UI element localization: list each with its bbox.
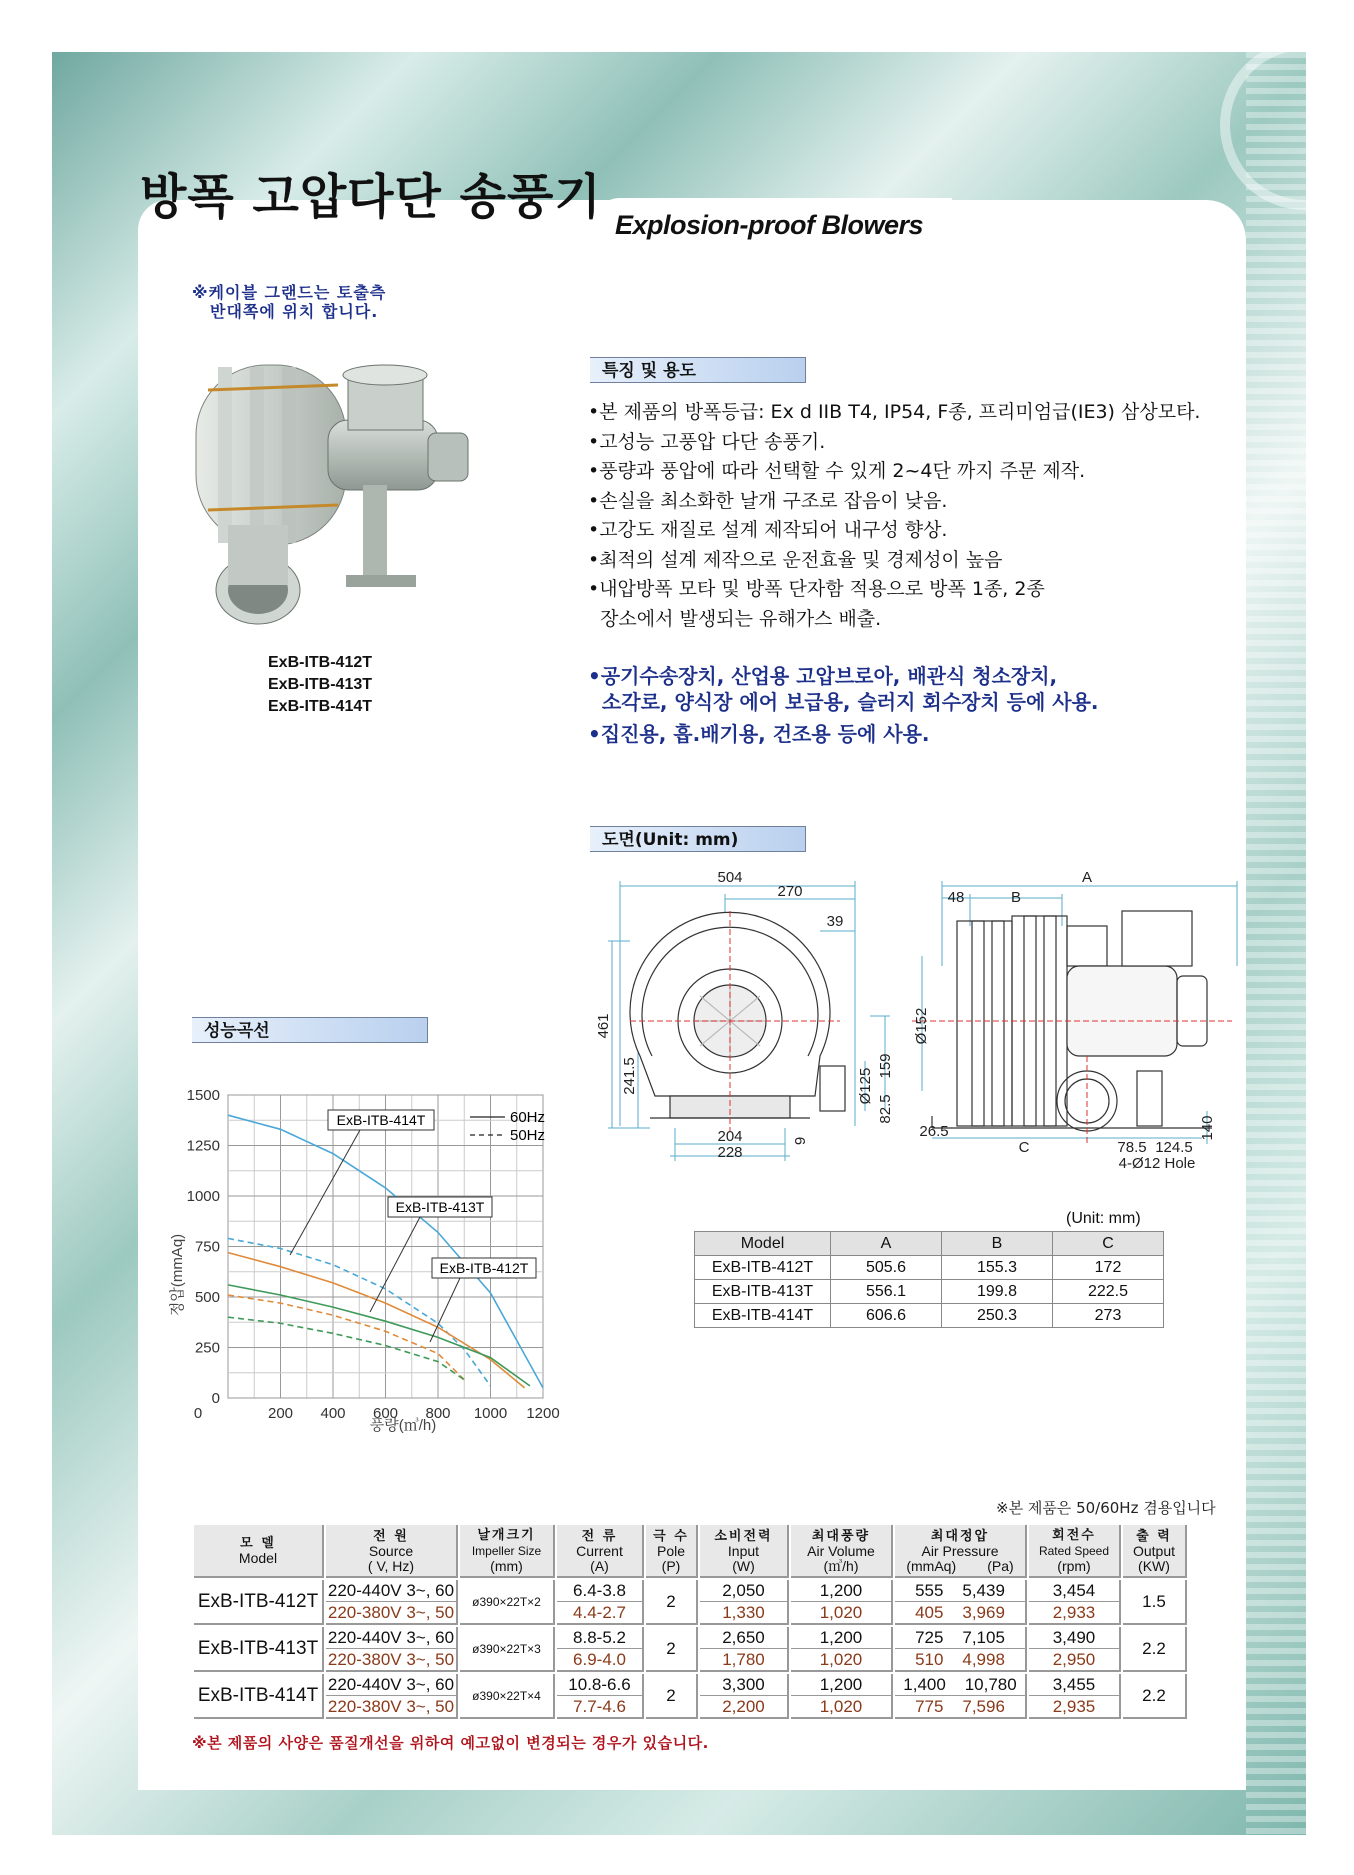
header-en: Rated Speed bbox=[1038, 1544, 1110, 1558]
y-tick-label: 250 bbox=[194, 1339, 220, 1357]
chart-xlabel: 풍량(㎥/h) bbox=[369, 1417, 437, 1434]
value-50hz: 2,933 bbox=[1052, 1603, 1096, 1622]
pressure-mmaq: 775 bbox=[915, 1697, 944, 1716]
dim-label: 159 bbox=[877, 1053, 894, 1079]
feature-item: •최적의 설계 제작으로 운전효율 및 경제성이 높음 bbox=[588, 548, 1003, 571]
chart-ylabel: 정압(mmAq) bbox=[169, 1233, 186, 1317]
dim-cell: ExB-ITB-412T bbox=[695, 1256, 831, 1280]
value-50hz: 1,020 bbox=[819, 1603, 863, 1622]
spec-cell-current bbox=[557, 1627, 644, 1672]
table-header-row bbox=[695, 1232, 1164, 1256]
x-tick-label: 200 bbox=[267, 1405, 294, 1422]
side-view-drawing bbox=[912, 866, 1242, 1186]
dim-label: A bbox=[1081, 869, 1093, 886]
dim-label: 270 bbox=[777, 883, 803, 900]
table-row bbox=[695, 1256, 1164, 1280]
spec-cell-impeller: ø390×22T×4 bbox=[460, 1674, 555, 1719]
header-unit: (rpm) bbox=[1057, 1558, 1091, 1574]
spec-col-header bbox=[646, 1525, 698, 1578]
pressure-mmaq: 510 bbox=[915, 1650, 944, 1669]
value-60hz: 2,650 bbox=[700, 1627, 787, 1649]
dim-cell: 556.1 bbox=[831, 1280, 942, 1304]
spec-cell-model: ExB-ITB-412T bbox=[194, 1580, 324, 1625]
spec-cell-volume bbox=[791, 1580, 893, 1625]
spec-cell-source bbox=[326, 1627, 458, 1672]
spec-cell-input bbox=[700, 1674, 789, 1719]
header-ko: 소비전력 bbox=[714, 1528, 773, 1544]
value-60hz: 1,200 bbox=[791, 1674, 891, 1696]
spec-cell-speed bbox=[1029, 1674, 1121, 1719]
value-50hz: 7.7-4.6 bbox=[573, 1697, 626, 1716]
product-photo bbox=[188, 345, 488, 640]
value-60hz: 1,200 bbox=[791, 1580, 891, 1602]
header-en: Input bbox=[727, 1542, 760, 1559]
disclaimer: ※본 제품의 사양은 품질개선을 위하여 예고없이 변경되는 경우가 있습니다. bbox=[192, 1734, 709, 1752]
use-item: 소각로, 양식장 에어 보급용, 슬러지 회수장치 등에 사용. bbox=[588, 690, 1099, 714]
dim-label: 124.5 bbox=[1155, 1139, 1193, 1156]
pressure-pa: 10,780 bbox=[964, 1675, 1017, 1694]
front-view-drawing bbox=[590, 866, 920, 1186]
x-tick-label: 0 bbox=[193, 1405, 203, 1422]
header-unit: (A) bbox=[590, 1557, 609, 1574]
dim-label: 82.5 bbox=[877, 1094, 894, 1124]
header-ko: 회전수 bbox=[1052, 1528, 1096, 1543]
dim-cell: ExB-ITB-414T bbox=[695, 1304, 831, 1328]
value-60hz: 3,455 bbox=[1029, 1674, 1119, 1696]
header-ko: 날개크기 bbox=[477, 1528, 536, 1543]
dim-cell: 606.6 bbox=[831, 1304, 942, 1328]
dim-label: 504 bbox=[717, 869, 743, 886]
value-60hz: 1,200 bbox=[791, 1627, 891, 1649]
spec-col-header bbox=[700, 1525, 789, 1578]
spec-cell-pole: 2 bbox=[646, 1627, 698, 1672]
dim-table-unit: (Unit: mm) bbox=[1066, 1210, 1141, 1227]
header-en: Air Pressure bbox=[921, 1542, 999, 1559]
curve-label-414: ExB-ITB-414T bbox=[336, 1112, 426, 1128]
pressure-mmaq: 555 bbox=[915, 1581, 944, 1600]
dim-label: C bbox=[1018, 1139, 1030, 1156]
dimension-table bbox=[694, 1231, 1164, 1328]
value-60hz: 8.8-5.2 bbox=[557, 1627, 642, 1649]
header-en: Impeller Size bbox=[471, 1544, 542, 1558]
dim-col-header: A bbox=[831, 1232, 942, 1256]
drawing-header: 도면(Unit: mm) bbox=[590, 826, 806, 852]
dim-label: 140 bbox=[1199, 1115, 1216, 1141]
curve-label-412: ExB-ITB-412T bbox=[439, 1260, 529, 1276]
spec-body bbox=[194, 1580, 1187, 1719]
cable-note-line: 반대쪽에 위치 합니다. bbox=[210, 302, 379, 321]
value-60hz bbox=[895, 1580, 1025, 1602]
header-ko: 최대풍량 bbox=[811, 1528, 871, 1544]
spec-cell-output: 2.2 bbox=[1123, 1627, 1187, 1672]
feature-item: •본 제품의 방폭등급: Ex d IIB T4, IP54, F종, 프리미엄급(IE3) 삼상모타. bbox=[588, 401, 1201, 423]
spec-cell-source bbox=[326, 1674, 458, 1719]
uses-list bbox=[588, 663, 1099, 747]
value-60hz: 3,300 bbox=[700, 1674, 787, 1696]
value-60hz: 220-440V 3~, 60 bbox=[327, 1581, 455, 1600]
spec-cell-speed bbox=[1029, 1627, 1121, 1672]
y-tick-label: 500 bbox=[194, 1289, 220, 1306]
y-tick-label: 0 bbox=[211, 1390, 220, 1407]
curve-label-413: ExB-ITB-413T bbox=[395, 1199, 485, 1215]
spec-header-row bbox=[194, 1525, 1187, 1578]
value-60hz: 10.8-6.6 bbox=[557, 1674, 642, 1696]
spec-cell-pressure bbox=[895, 1674, 1027, 1719]
x-tick-label: 1000 bbox=[473, 1405, 508, 1422]
decor-stripes bbox=[1246, 52, 1306, 1835]
value-60hz bbox=[895, 1627, 1025, 1649]
header-unit: (W) bbox=[732, 1557, 755, 1574]
spec-col-header bbox=[895, 1525, 1027, 1578]
dim-col-header: Model bbox=[695, 1232, 831, 1256]
dim-cell: 505.6 bbox=[831, 1256, 942, 1280]
x-tick-label: 1200 bbox=[526, 1405, 560, 1422]
table-row bbox=[695, 1304, 1164, 1328]
value-50hz: 220-380V 3~, 50 bbox=[327, 1697, 455, 1716]
value-60hz: 220-440V 3~, 60 bbox=[327, 1675, 455, 1694]
performance-chart bbox=[160, 1080, 580, 1450]
photo-model-label: ExB-ITB-414T bbox=[268, 698, 373, 715]
value-50hz: 1,020 bbox=[819, 1650, 863, 1669]
x-tick-label: 800 bbox=[425, 1405, 451, 1422]
header-ko: 출 력 bbox=[1136, 1528, 1172, 1544]
spec-col-header bbox=[791, 1525, 893, 1578]
spec-col-header bbox=[557, 1525, 644, 1578]
dim-label: 39 bbox=[826, 913, 844, 930]
value-50hz bbox=[895, 1602, 1025, 1623]
value-50hz: 2,200 bbox=[722, 1697, 765, 1716]
spec-col-header bbox=[460, 1525, 555, 1578]
header-unit: (㎥/h) bbox=[823, 1557, 859, 1574]
value-50hz bbox=[895, 1649, 1025, 1670]
features-header: 특징 및 용도 bbox=[590, 357, 806, 383]
table-row bbox=[695, 1280, 1164, 1304]
dim-cell: ExB-ITB-413T bbox=[695, 1280, 831, 1304]
table-row bbox=[194, 1580, 1187, 1625]
value-60hz: 220-440V 3~, 60 bbox=[327, 1628, 455, 1647]
use-item: •집진용, 흡.배기용, 건조용 등에 사용. bbox=[588, 722, 930, 746]
value-50hz: 1,780 bbox=[722, 1650, 765, 1669]
dim-label: Ø125 bbox=[857, 1067, 874, 1105]
spec-table bbox=[192, 1523, 1189, 1721]
value-50hz bbox=[895, 1696, 1025, 1717]
y-tick-label: 1000 bbox=[186, 1188, 220, 1205]
chart-grid bbox=[228, 1095, 546, 1398]
dim-label: 26.5 bbox=[919, 1123, 949, 1140]
header-ko: 전 원 bbox=[373, 1528, 409, 1544]
cable-note-line: ※케이블 그랜드는 토출측 bbox=[192, 283, 387, 302]
spec-col-header bbox=[1123, 1525, 1187, 1578]
page-title: 방폭 고압다단 송풍기 bbox=[140, 169, 602, 225]
page-subtitle: Explosion-proof Blowers bbox=[615, 210, 924, 240]
pressure-pa: 7,596 bbox=[962, 1697, 1005, 1716]
spec-cell-input bbox=[700, 1580, 789, 1625]
spec-cell-current bbox=[557, 1674, 644, 1719]
dim-label: 48 bbox=[947, 889, 965, 906]
value-50hz: 4.4-2.7 bbox=[573, 1603, 626, 1622]
pressure-mmaq: 405 bbox=[915, 1603, 944, 1622]
pressure-pa: 3,969 bbox=[962, 1603, 1005, 1622]
spec-cell-current bbox=[557, 1580, 644, 1625]
dim-label: 241.5 bbox=[621, 1057, 638, 1095]
dim-cell: 155.3 bbox=[942, 1256, 1053, 1280]
header-ko: 극 수 bbox=[653, 1528, 689, 1544]
header-unit: (mmAq) (Pa) bbox=[906, 1557, 1014, 1574]
dim-cell: 199.8 bbox=[942, 1280, 1053, 1304]
photo-model-label: ExB-ITB-413T bbox=[268, 676, 373, 693]
y-tick-label: 1250 bbox=[186, 1137, 220, 1155]
dim-label: Ø152 bbox=[913, 1007, 930, 1045]
dim-label: 228 bbox=[717, 1144, 743, 1161]
spec-cell-model: ExB-ITB-414T bbox=[194, 1674, 324, 1719]
spec-cell-pole: 2 bbox=[646, 1674, 698, 1719]
value-60hz bbox=[895, 1674, 1025, 1696]
feature-item: •고성능 고풍압 다단 송풍기. bbox=[588, 430, 826, 453]
dim-cell: 250.3 bbox=[942, 1304, 1053, 1328]
x-tick-label: 400 bbox=[320, 1405, 346, 1422]
spec-col-header bbox=[1029, 1525, 1121, 1578]
spec-cell-pressure bbox=[895, 1580, 1027, 1625]
spec-cell-impeller: ø390×22T×2 bbox=[460, 1580, 555, 1625]
header-en: Model bbox=[238, 1550, 278, 1566]
header-en: Pole bbox=[656, 1542, 686, 1559]
value-50hz: 220-380V 3~, 50 bbox=[327, 1603, 455, 1622]
header-ko: 최대정압 bbox=[930, 1528, 990, 1544]
pressure-mmaq: 1,400 bbox=[903, 1675, 946, 1694]
feature-item: •손실을 최소화한 날개 구조로 잡음이 낮음. bbox=[588, 489, 948, 512]
dim-col-header: B bbox=[942, 1232, 1053, 1256]
value-60hz: 3,454 bbox=[1029, 1580, 1119, 1602]
x-tick-label: 600 bbox=[372, 1405, 399, 1422]
value-50hz: 2,950 bbox=[1052, 1650, 1096, 1669]
performance-header: 성능곡선 bbox=[192, 1017, 428, 1043]
header-en: Output bbox=[1132, 1542, 1176, 1559]
cable-note bbox=[192, 283, 386, 321]
dim-cell: 222.5 bbox=[1053, 1280, 1164, 1304]
pressure-mmaq: 725 bbox=[915, 1628, 944, 1647]
photo-model-label: ExB-ITB-412T bbox=[268, 654, 373, 671]
value-60hz: 2,050 bbox=[700, 1580, 787, 1602]
spec-cell-speed bbox=[1029, 1580, 1121, 1625]
dim-cell: 172 bbox=[1053, 1256, 1164, 1280]
spec-col-header bbox=[326, 1525, 458, 1578]
pressure-pa: 7,105 bbox=[962, 1628, 1005, 1647]
value-60hz: 3,490 bbox=[1029, 1627, 1119, 1649]
legend-label: 50Hz bbox=[510, 1127, 546, 1144]
dim-label: B bbox=[1010, 889, 1022, 906]
value-50hz: 1,020 bbox=[819, 1697, 863, 1716]
dim-label: 4-Ø12 Hole bbox=[1118, 1155, 1196, 1172]
spec-cell-impeller: ø390×22T×3 bbox=[460, 1627, 555, 1672]
header-en: Source bbox=[368, 1542, 414, 1559]
header-en: Current bbox=[576, 1542, 623, 1559]
spec-cell-pole: 2 bbox=[646, 1580, 698, 1625]
dim-label: 78.5 bbox=[1117, 1139, 1147, 1156]
use-item: •공기수송장치, 산업용 고압브로아, 배관식 청소장치, bbox=[588, 664, 1058, 688]
header-unit: (KW) bbox=[1138, 1557, 1170, 1574]
dim-label: 461 bbox=[595, 1013, 612, 1039]
table-row bbox=[194, 1627, 1187, 1672]
header-ko: 모 델 bbox=[240, 1536, 276, 1551]
header-en: Air Volume bbox=[807, 1542, 875, 1559]
feature-item: 장소에서 발생되는 유해가스 배출. bbox=[588, 607, 882, 630]
header-unit: (mm) bbox=[490, 1558, 523, 1574]
legend-label: 60Hz bbox=[510, 1109, 546, 1126]
spec-cell-output: 1.5 bbox=[1123, 1580, 1187, 1625]
feature-item: •내압방폭 모타 및 방폭 단자함 적용으로 방폭 1종, 2종 bbox=[588, 578, 1045, 600]
value-50hz: 6.9-4.0 bbox=[573, 1650, 626, 1669]
spec-cell-pressure bbox=[895, 1627, 1027, 1672]
dim-col-header: C bbox=[1053, 1232, 1164, 1256]
value-50hz: 1,330 bbox=[722, 1603, 765, 1622]
spec-cell-input bbox=[700, 1627, 789, 1672]
pressure-pa: 4,998 bbox=[962, 1650, 1005, 1669]
spec-cell-volume bbox=[791, 1627, 893, 1672]
photo-model-list bbox=[268, 652, 372, 718]
spec-cell-source bbox=[326, 1580, 458, 1625]
value-50hz: 220-380V 3~, 50 bbox=[327, 1650, 455, 1669]
spec-cell-output: 2.2 bbox=[1123, 1674, 1187, 1719]
header-ko: 전 류 bbox=[581, 1528, 618, 1544]
table-row bbox=[194, 1674, 1187, 1719]
pressure-pa: 5,439 bbox=[962, 1581, 1005, 1600]
dim-label: 204 bbox=[717, 1128, 743, 1145]
y-tick-label: 1500 bbox=[186, 1087, 220, 1104]
feature-item: •풍량과 풍압에 따라 선택할 수 있게 2~4단 까지 주문 제작. bbox=[588, 460, 1086, 482]
features-list bbox=[588, 398, 1200, 634]
spec-cell-volume bbox=[791, 1674, 893, 1719]
spec-col-header bbox=[194, 1525, 324, 1578]
feature-item: •고강도 재질로 설계 제작되어 내구성 향상. bbox=[588, 519, 948, 541]
hz-note: ※본 제품은 50/60Hz 겸용입니다 bbox=[996, 1499, 1216, 1517]
value-50hz: 2,935 bbox=[1052, 1697, 1096, 1716]
dim-label: 9 bbox=[792, 1136, 809, 1146]
value-60hz: 6.4-3.8 bbox=[557, 1580, 642, 1602]
spec-cell-model: ExB-ITB-413T bbox=[194, 1627, 324, 1672]
y-tick-label: 750 bbox=[194, 1238, 220, 1256]
dim-cell: 273 bbox=[1053, 1304, 1164, 1328]
header-unit: (P) bbox=[661, 1557, 681, 1574]
header-unit: ( V, Hz) bbox=[367, 1557, 415, 1574]
